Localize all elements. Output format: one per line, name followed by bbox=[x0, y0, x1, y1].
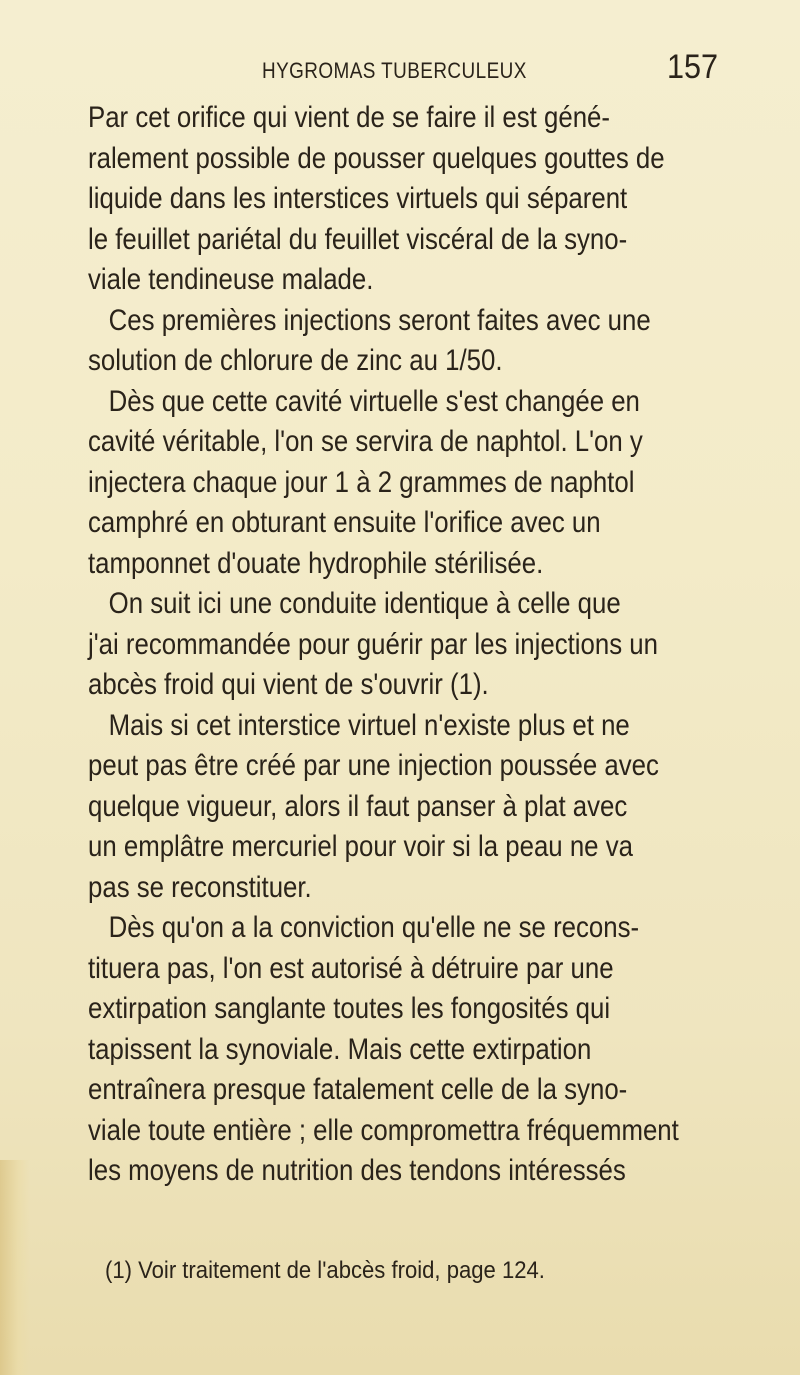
text-line: entraînera presque fatalement celle de la syno- bbox=[88, 1073, 628, 1106]
text-line: un emplâtre mercuriel pour voir si la peau ne va bbox=[88, 830, 633, 863]
text-line: viale toute entière ; elle compromettra fréquemment bbox=[88, 1113, 679, 1147]
text-line: les moyens de nutrition des tendons intéressés bbox=[88, 1154, 626, 1187]
text-line: peut pas être créé par une injection poussée avec bbox=[88, 749, 659, 782]
text-line: ralement possible de pousser quelques gouttes de bbox=[88, 141, 665, 175]
footnote: (1) Voir traitement de l'abcès froid, page 124. bbox=[105, 1257, 545, 1284]
text-line: abcès froid qui vient de s'ouvrir (1). bbox=[88, 668, 489, 701]
text-line: cavité véritable, l'on se servira de naphtol. L'on y bbox=[88, 425, 643, 458]
text-line: On suit ici une conduite identique à celle que bbox=[108, 587, 621, 620]
page-number: 157 bbox=[667, 48, 719, 86]
text-line: Mais si cet interstice virtuel n'existe plus et ne bbox=[108, 708, 630, 742]
text-line: camphré en obturant ensuite l'orifice avec un bbox=[88, 506, 601, 539]
text-line: solution de chlorure de zinc au 1/50. bbox=[88, 344, 503, 377]
running-head: HYGROMAS TUBERCULEUX bbox=[262, 58, 527, 83]
text-line: tituera pas, l'on est autorisé à détruire par une bbox=[88, 951, 614, 985]
body-text bbox=[88, 98, 708, 1192]
text-line: tamponnet d'ouate hydrophile stérilisée. bbox=[88, 546, 544, 580]
text-line: Par cet orifice qui vient de se faire il est géné- bbox=[88, 101, 611, 134]
text-line: pas se reconstituer. bbox=[88, 870, 312, 904]
paper-edge-shadow bbox=[0, 1160, 30, 1375]
text-line: Dès que cette cavité virtuelle s'est changée en bbox=[108, 384, 640, 418]
text-line: Dès qu'on a la conviction qu'elle ne se recons- bbox=[108, 911, 640, 944]
text-line: liquide dans les interstices virtuels qui séparent bbox=[88, 182, 628, 215]
text-line: injectera chaque jour 1 à 2 grammes de naphtol bbox=[88, 465, 635, 499]
text-line: tapissent la synoviale. Mais cette extirpation bbox=[88, 1032, 592, 1066]
text-line: le feuillet pariétal du feuillet viscéral de la syno- bbox=[88, 222, 628, 256]
text-line: extirpation sanglante toutes les fongosités qui bbox=[88, 992, 611, 1025]
text-line: j'ai recommandée pour guérir par les injections un bbox=[88, 627, 658, 661]
text-line: viale tendineuse malade. bbox=[88, 263, 374, 296]
text-line: Ces premières injections seront faites avec une bbox=[108, 303, 651, 337]
text-line: quelque vigueur, alors il faut panser à plat avec bbox=[88, 789, 628, 823]
